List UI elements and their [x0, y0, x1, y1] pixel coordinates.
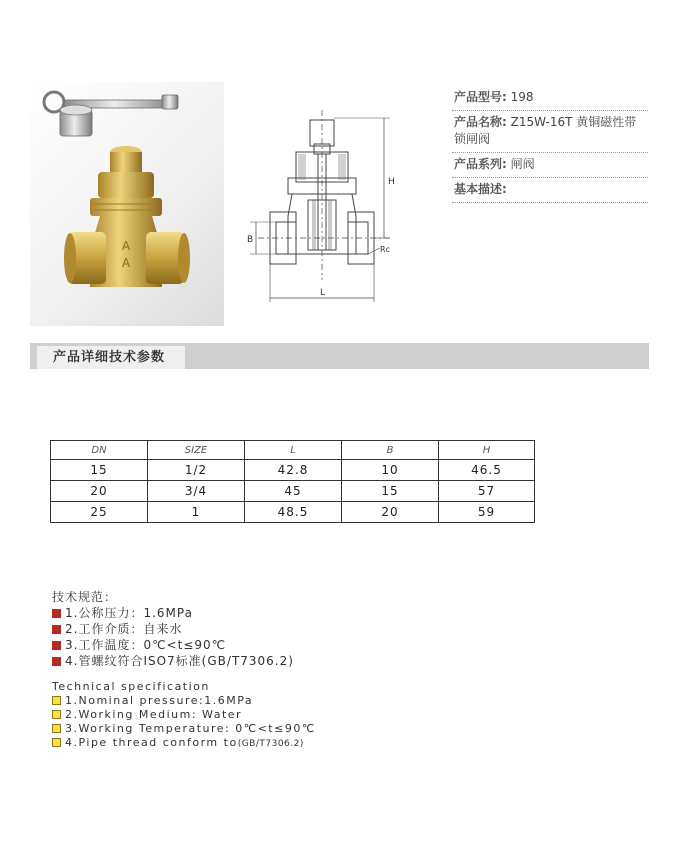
technical-drawing	[244, 104, 406, 309]
info-value: 198	[510, 90, 534, 104]
list-item	[52, 605, 294, 621]
spec-table	[50, 440, 535, 523]
list-item-text: 2.工作介质：自来水	[65, 622, 183, 636]
table-cell: 3/4	[148, 481, 245, 502]
valve-section-drawing-icon	[244, 104, 406, 309]
list-item-text: 4.Pipe thread conform to	[65, 736, 238, 749]
list-item	[52, 637, 294, 653]
table-cell: 1/2	[148, 460, 245, 481]
info-value: 闸阀	[510, 157, 535, 171]
list-item-text: 3.Working Temperature: 0℃<t≤90℃	[65, 722, 316, 735]
list-item	[52, 653, 294, 669]
table-header-cell: DN	[51, 441, 148, 460]
product-info	[452, 86, 648, 203]
tech-spec-title: 技术规范：	[52, 590, 118, 604]
info-row-series	[452, 153, 648, 178]
info-value: Z15W-16T 黄铜磁性带锁闸阀	[454, 115, 637, 146]
red-square-bullet-icon	[52, 609, 61, 618]
red-square-bullet-icon	[52, 625, 61, 634]
yellow-square-bullet-icon	[52, 724, 61, 733]
tech-spec-english	[52, 680, 316, 751]
table-header-cell: SIZE	[148, 441, 245, 460]
table-cell: 45	[245, 481, 342, 502]
yellow-square-bullet-icon	[52, 710, 61, 719]
table-header-cell: L	[245, 441, 342, 460]
table-cell: 57	[439, 481, 535, 502]
info-row-description	[452, 178, 648, 203]
red-square-bullet-icon	[52, 657, 61, 666]
tech-spec-title: Technical specification	[52, 680, 210, 693]
list-item-text: 4.管螺纹符合ISO7标准(GB/T7306.2)	[65, 654, 294, 668]
product-photo	[30, 82, 224, 326]
table-cell: 20	[51, 481, 148, 502]
list-item-text: 1.Nominal pressure:1.6MPa	[65, 694, 254, 707]
tech-spec-chinese	[52, 589, 294, 669]
dim-label-b: B	[247, 235, 254, 245]
list-item-text: 2.Working Medium: Water	[65, 708, 243, 721]
info-row-name	[452, 111, 648, 153]
table-header-row	[51, 441, 535, 460]
list-item	[52, 694, 316, 708]
list-item-text: 3.工作温度：0℃<t≤90℃	[65, 638, 227, 652]
table-cell: 25	[51, 502, 148, 523]
red-square-bullet-icon	[52, 641, 61, 650]
info-key: 基本描述:	[454, 182, 507, 196]
info-key: 产品系列:	[454, 157, 507, 171]
brass-gate-valve-icon	[30, 82, 224, 326]
list-item	[52, 736, 316, 751]
list-item	[52, 722, 316, 736]
table-row	[51, 460, 535, 481]
table-row	[51, 502, 535, 523]
section-header-bar	[30, 343, 649, 369]
list-item-text: 1.公称压力：1.6MPa	[65, 606, 193, 620]
svg-text:A: A	[121, 239, 131, 253]
yellow-square-bullet-icon	[52, 738, 61, 747]
table-cell: 20	[342, 502, 439, 523]
table-cell: 15	[51, 460, 148, 481]
table-cell: 42.8	[245, 460, 342, 481]
table-row	[51, 481, 535, 502]
table-cell: 1	[148, 502, 245, 523]
table-cell: 15	[342, 481, 439, 502]
table-header-cell: H	[439, 441, 535, 460]
list-item-standard: (GB/T7306.2)	[237, 739, 304, 749]
svg-text:A: A	[121, 256, 131, 270]
yellow-square-bullet-icon	[52, 696, 61, 705]
table-cell: 46.5	[439, 460, 535, 481]
table-header-cell: B	[342, 441, 439, 460]
dim-label-rc: Rc	[380, 245, 390, 254]
info-row-model	[452, 86, 648, 111]
info-key: 产品名称:	[454, 115, 507, 129]
info-key: 产品型号:	[454, 90, 507, 104]
section-title: 产品详细技术参数	[37, 346, 185, 369]
list-item	[52, 621, 294, 637]
dim-label-l: L	[320, 288, 326, 298]
dim-label-h: H	[388, 177, 395, 187]
list-item	[52, 708, 316, 722]
table-cell: 48.5	[245, 502, 342, 523]
table-cell: 59	[439, 502, 535, 523]
table-cell: 10	[342, 460, 439, 481]
